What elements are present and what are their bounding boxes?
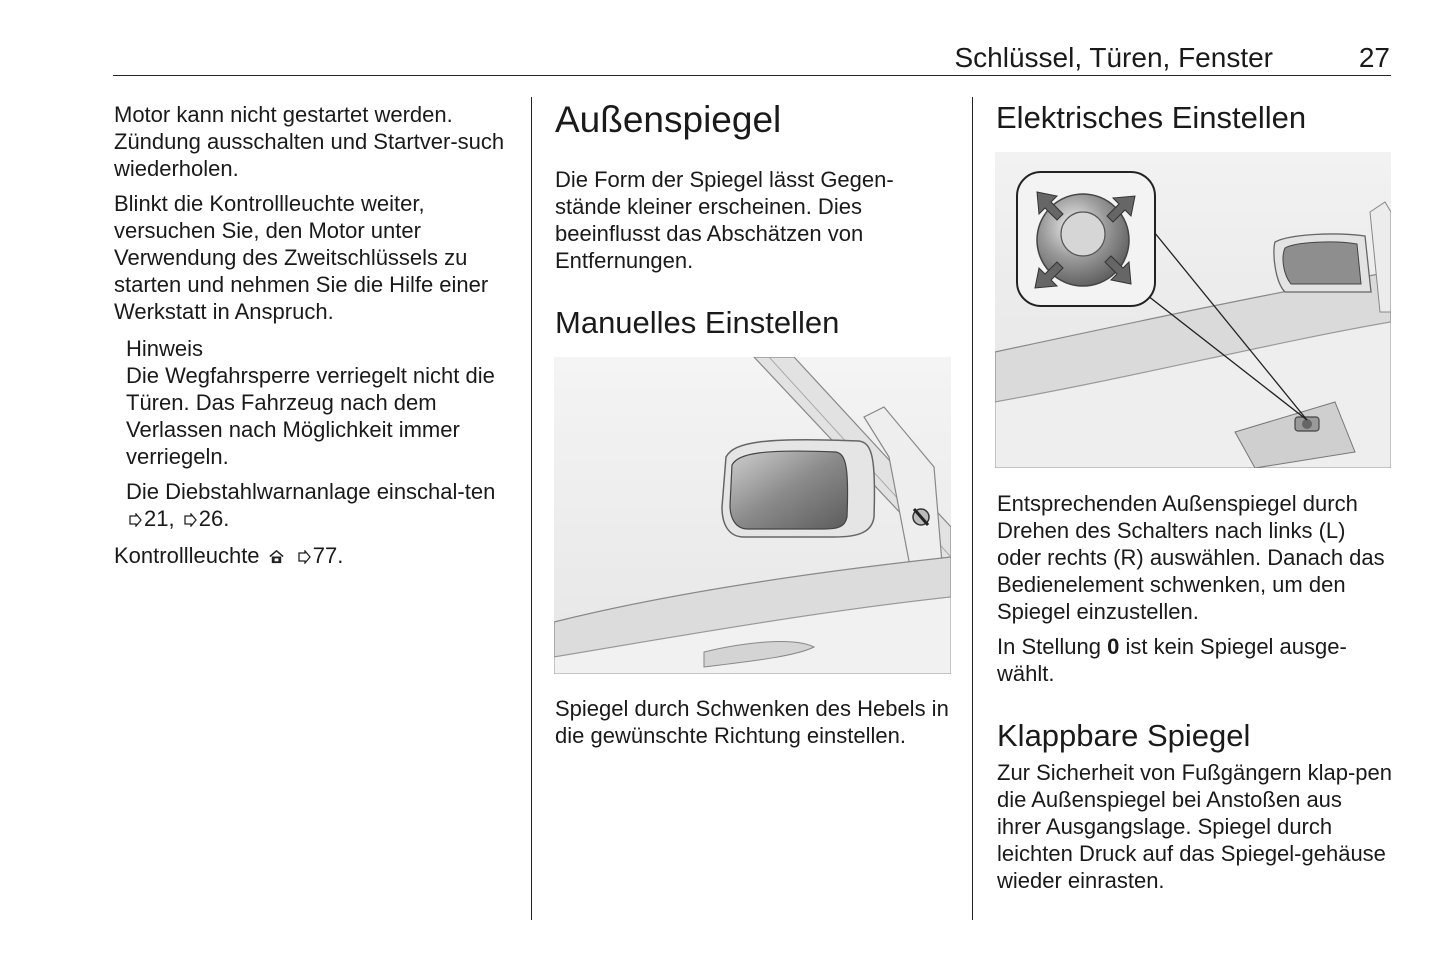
column-separator-1: [531, 97, 532, 920]
note-box: [126, 335, 512, 532]
note-paragraph-2: [126, 478, 512, 532]
header-rule: [113, 75, 1391, 76]
note-title: Hinweis: [126, 336, 204, 361]
control-lamp-end: .: [337, 543, 344, 568]
note-ref-separator: ,: [168, 506, 175, 531]
column-3-top: [996, 99, 1391, 137]
paragraph-folding-mirrors: Zur Sicherheit von Fußgängern klap-pen die Außenspiegel bei Anstoßen aus ihrer Ausgangslage. Spiegel durch leichten Druck auf das Spiegel-gehäuse wieder einrasten.: [997, 760, 1392, 893]
paragraph-second-key: Blinkt die Kontrollleuchte weiter, versuchen Sie, den Motor unter Verwendung des Zweitschlüssels zu starten und nehmen Sie die Hilfe einer Werkstatt in Anspruch.: [114, 191, 489, 324]
reference-arrow-icon: [128, 513, 142, 527]
control-lamp-ref[interactable]: 77: [312, 543, 338, 568]
column-3-bottom: [997, 490, 1392, 894]
heading-outside-mirror: Außenspiegel: [555, 99, 782, 140]
paragraph-mirror-shape: Die Form der Spiegel lässt Gegen-stände kleiner erscheinen. Dies beeinflusst das Abschätzen von Entfernungen.: [555, 167, 894, 273]
column-2-caption: [555, 695, 950, 749]
manual-mirror-illustration: [554, 357, 951, 674]
heading-folding-mirrors: Klappbare Spiegel: [997, 718, 1251, 753]
immobilizer-lamp-icon: [268, 548, 285, 565]
position-zero-post: ist kein Spiegel ausge-wählt.: [997, 634, 1347, 686]
heading-manual-adjust: Manuelles Einstellen: [555, 305, 840, 340]
position-zero-value: 0: [1107, 634, 1120, 659]
position-zero-pre: In Stellung: [997, 634, 1101, 659]
column-2: [555, 98, 950, 342]
reference-arrow-icon: [183, 513, 197, 527]
column-1: [114, 101, 512, 569]
note-ref-1[interactable]: 21: [144, 506, 169, 531]
paragraph-position-zero: [997, 633, 1392, 687]
paragraph-restart: Motor kann nicht gestartet werden. Zündung ausschalten und Startver-such wiederholen.: [114, 102, 505, 181]
note-paragraph-1: Die Wegfahrsperre verriegelt nicht die Türen. Das Fahrzeug nach dem Verlassen nach Möglichkeit immer verriegeln.: [126, 363, 495, 469]
control-lamp-text: Kontrollleuchte: [114, 543, 260, 568]
note-p2-text: Die Diebstahlwarnanlage einschal-ten: [126, 479, 496, 504]
electric-mirror-illustration: [995, 152, 1391, 468]
paragraph-control-lamp: [114, 542, 512, 569]
page-number: 27: [1358, 42, 1390, 73]
heading-electric-adjust: Elektrisches Einstellen: [996, 100, 1307, 135]
caption-manual-adjust: Spiegel durch Schwenken des Hebels in die gewünschte Richtung einstellen.: [555, 696, 949, 748]
reference-arrow-icon: [297, 550, 311, 564]
note-p2-end: .: [223, 506, 230, 531]
paragraph-select-mirror: Entsprechenden Außenspiegel durch Drehen des Schalters nach links (L) oder rechts (R) auswählen. Danach das Bedienelement schwenken, um den Spiegel einzustellen.: [997, 491, 1385, 624]
column-separator-2: [972, 97, 973, 920]
note-ref-2[interactable]: 26: [198, 506, 224, 531]
header-title: Schlüssel, Türen, Fenster: [954, 42, 1273, 73]
